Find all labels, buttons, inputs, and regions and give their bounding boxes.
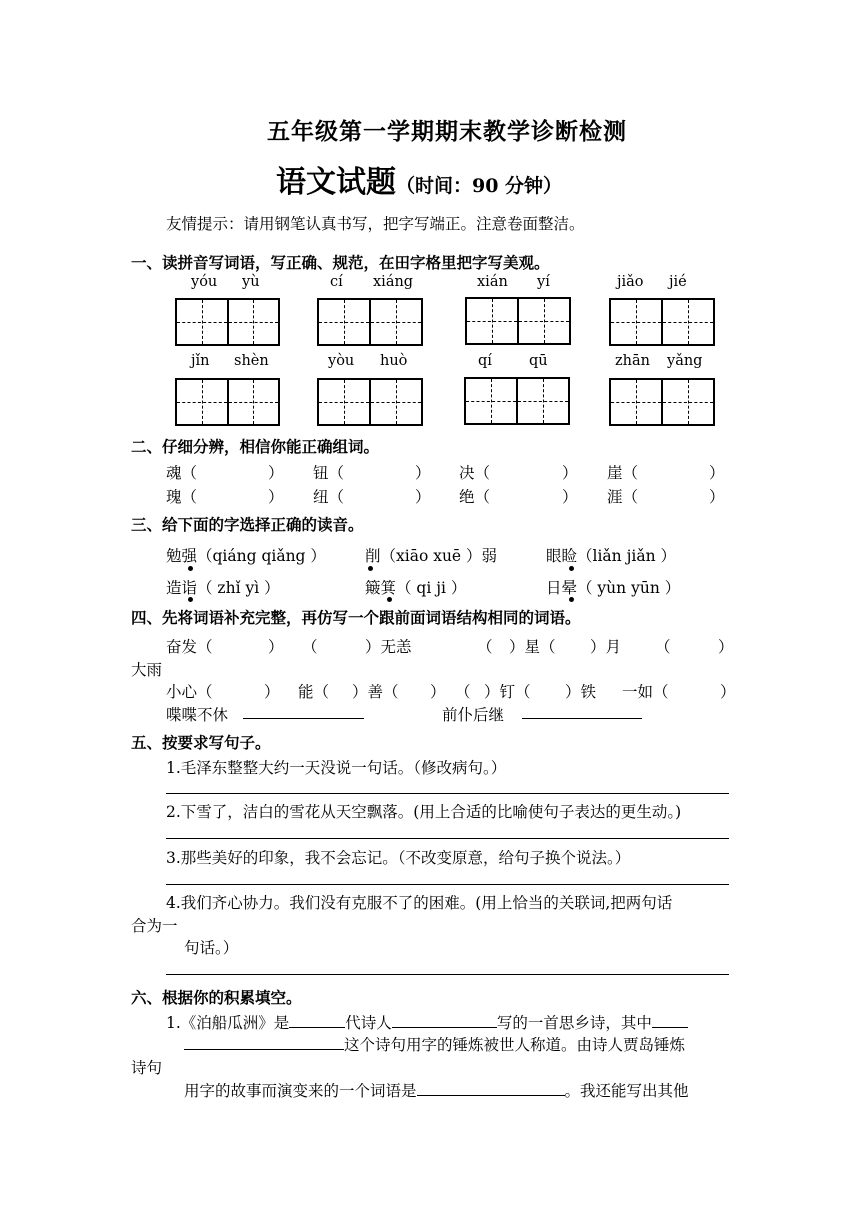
- paren-close: ）: [415, 464, 431, 482]
- emphasis-dot: [188, 597, 193, 602]
- writing-grid[interactable]: [609, 298, 715, 346]
- answer-line[interactable]: [243, 718, 364, 719]
- answer-line[interactable]: [166, 974, 729, 975]
- answer-line[interactable]: [166, 884, 729, 885]
- char-prompt: 魂（: [166, 464, 198, 482]
- pinyin: yóu: [191, 274, 218, 290]
- question-1: 1.毛泽东整整大约一天没说一句话。（修改病句。）: [166, 759, 507, 777]
- idiom-part: ）: [268, 638, 284, 656]
- emphasis-dot: [387, 597, 392, 602]
- paren-close: ）: [268, 464, 284, 482]
- idiom-part: 奋发（: [166, 638, 213, 656]
- writing-grid[interactable]: [175, 378, 280, 426]
- writing-grid[interactable]: [317, 298, 423, 346]
- fill-text: 这个诗句用字的锤炼被世人称道。由诗人贾岛锤炼: [344, 1036, 686, 1054]
- pinyin: qí: [478, 353, 492, 369]
- fill-text: 1.《泊船瓜洲》是: [166, 1014, 290, 1032]
- tip-text: 友情提示：请用钢笔认真书写，把字写端正。注意卷面整洁。: [166, 215, 585, 233]
- section5-heading: 五、按要求写句子。: [131, 733, 271, 752]
- pronunciation-choice[interactable]: 造诣（ zhǐ yì ）: [166, 579, 280, 597]
- pronunciation-choice[interactable]: 眼睑（liǎn jiǎn ）: [546, 547, 676, 565]
- pinyin: qū: [529, 353, 548, 369]
- subject-title: 语文试题: [276, 165, 396, 200]
- idiom-part: （: [302, 638, 318, 656]
- fill-line-1: [166, 1011, 688, 1033]
- pinyin: cí: [330, 274, 343, 290]
- idiom-part: ）: [720, 683, 736, 701]
- idiom-part: ）月: [590, 638, 622, 656]
- fill-text: 用字的故事而演变来的一个词语是: [184, 1082, 417, 1100]
- char-prompt: 涯（: [607, 488, 639, 506]
- section6-heading: 六、根据你的积累填空。: [131, 988, 302, 1007]
- blank[interactable]: [652, 1012, 688, 1028]
- writing-grid[interactable]: [175, 298, 280, 346]
- fill-text: 写的一首思乡诗，其中: [496, 1014, 652, 1032]
- idiom-part: ）星（: [509, 638, 556, 656]
- char-prompt: 纽（: [313, 488, 345, 506]
- blank[interactable]: [417, 1080, 565, 1096]
- pinyin: xián: [477, 274, 508, 290]
- idiom-part: ）无恙: [365, 638, 412, 656]
- question-2: 2.下雪了，洁白的雪花从天空飘落。(用上合适的比喻使句子表达的更生动。): [166, 803, 682, 821]
- pinyin: huò: [380, 353, 408, 369]
- question-4: 4.我们齐心协力。我们没有克服不了的困难。(用上恰当的关联词,把两句话: [166, 894, 673, 912]
- idiom-part: （: [477, 638, 493, 656]
- pinyin: yù: [242, 274, 260, 290]
- answer-line[interactable]: [166, 793, 729, 794]
- idiom-part: ）钉（: [484, 683, 531, 701]
- section4-heading: 四、先将词语补充完整，再仿写一个跟前面词语结构相同的词语。: [131, 608, 581, 627]
- answer-line[interactable]: [166, 838, 729, 839]
- idiom-wrap: 大雨: [131, 661, 163, 679]
- exam-title: 五年级第一学期期末教学诊断检测: [267, 118, 627, 145]
- writing-grid[interactable]: [317, 378, 423, 426]
- idiom-part: ）: [430, 683, 446, 701]
- writing-grid[interactable]: [464, 377, 570, 425]
- time-limit: （时间：90 分钟）: [396, 175, 563, 197]
- idiom-part: ）善（: [352, 683, 399, 701]
- pinyin: xiáng: [373, 274, 414, 290]
- emphasis-dot: [569, 597, 574, 602]
- question-4-cont: 句话。）: [184, 939, 239, 957]
- pinyin: yòu: [328, 353, 355, 369]
- char-prompt: 绝（: [459, 488, 491, 506]
- idiom-part: ）: [718, 638, 734, 656]
- answer-line[interactable]: [522, 718, 642, 719]
- pinyin: yí: [537, 274, 550, 290]
- paren-close: ）: [562, 464, 578, 482]
- fill-line-3: [184, 1079, 689, 1101]
- emphasis-dot: [188, 566, 193, 571]
- paren-close: ）: [709, 488, 725, 506]
- fill-line-2: [184, 1033, 685, 1055]
- pronunciation-choice[interactable]: 日晕（ yùn yūn ）: [546, 579, 681, 597]
- pronunciation-choice[interactable]: 削（xiāo xuē ）弱: [365, 547, 498, 565]
- char-prompt: 崖（: [607, 464, 639, 482]
- idiom-part: （: [455, 683, 471, 701]
- blank[interactable]: [184, 1034, 344, 1050]
- char-prompt: 钮（: [313, 464, 345, 482]
- pinyin: jǐn: [191, 353, 210, 369]
- pinyin: jié: [669, 274, 687, 290]
- paren-close: ）: [562, 488, 578, 506]
- idiom-part: 一如（: [622, 683, 669, 701]
- emphasis-dot: [368, 566, 373, 571]
- fill-wrap: 诗句: [131, 1059, 163, 1077]
- section2-heading: 二、仔细分辨，相信你能正确组词。: [131, 437, 380, 456]
- question-4-wrap: 合为一: [131, 917, 178, 935]
- idiom-part: ）铁: [565, 683, 597, 701]
- section3-heading: 三、给下面的字选择正确的读音。: [131, 515, 364, 534]
- fill-text: 代诗人: [345, 1014, 392, 1032]
- pronunciation-choice[interactable]: 簸箕（ qi ji ）: [365, 579, 467, 597]
- paren-close: ）: [268, 488, 284, 506]
- idiom-example: 喋喋不休: [166, 706, 229, 724]
- idiom-part: 小心（: [166, 683, 213, 701]
- pinyin: jiǎo: [617, 274, 644, 290]
- paren-close: ）: [415, 488, 431, 506]
- pinyin: shèn: [234, 353, 269, 369]
- exam-subtitle: [276, 157, 562, 201]
- question-3: 3.那些美好的印象，我不会忘记。（不改变原意，给句子换个说法。）: [166, 849, 631, 867]
- writing-grid[interactable]: [609, 378, 715, 426]
- pinyin: zhān: [615, 353, 650, 369]
- idiom-part: 能（: [298, 683, 330, 701]
- writing-grid[interactable]: [465, 297, 571, 345]
- fill-text: 。我还能写出其他: [564, 1082, 689, 1100]
- idiom-part: ）: [264, 683, 280, 701]
- pinyin: yǎng: [667, 353, 703, 369]
- char-prompt: 决（: [459, 464, 491, 482]
- paren-close: ）: [709, 464, 725, 482]
- idiom-example: 前仆后继: [442, 706, 505, 724]
- pronunciation-choice[interactable]: 勉强（qiáng qiǎng ）: [166, 547, 326, 565]
- blank[interactable]: [289, 1012, 345, 1028]
- char-prompt: 瑰（: [166, 488, 198, 506]
- section1-heading: 一、读拼音写词语，写正确、规范，在田字格里把字写美观。: [131, 253, 550, 272]
- blank[interactable]: [392, 1012, 497, 1028]
- idiom-part: （: [655, 638, 671, 656]
- emphasis-dot: [569, 566, 574, 571]
